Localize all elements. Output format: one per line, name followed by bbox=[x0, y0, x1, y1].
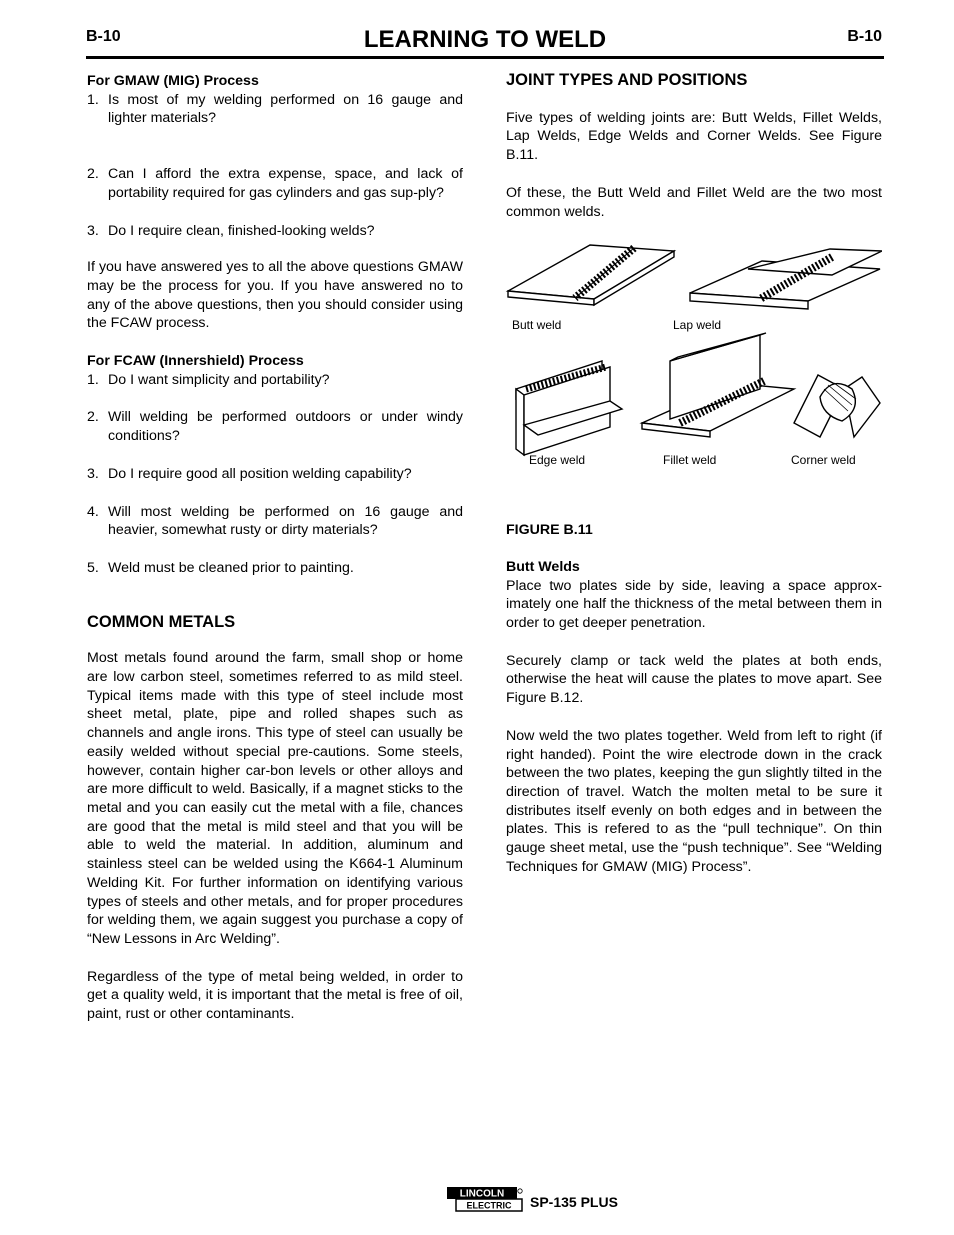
corner-weld-label: Corner weld bbox=[791, 453, 856, 468]
list-item: 3. Do I require clean, finished-looking welds? bbox=[87, 222, 375, 239]
butt-paragraph-3: Now weld the two plates together. Weld from left to right (if right handed). Point the wire electrode down in the crack between the two plates, keeping the gun slightly tilted in the direction of travel. Watch the molten metal to be sure it distributes itself evenly on both edges and in between the plates. This is refered to as the “pull technique”. On thin gauge sheet metal, use the “push technique”. See “Welding Techniques for GMAW (MIG) Process”. bbox=[506, 727, 882, 875]
lap-weld-drawing bbox=[690, 249, 882, 309]
metals-paragraph-2: Regardless of the type of metal being welded, in order to get a quality weld, it is important that the metal is free of oil, paint, rust or other contaminants. bbox=[87, 968, 463, 1023]
page-footer bbox=[446, 1186, 666, 1212]
model-name: SP-135 PLUS bbox=[530, 1194, 618, 1210]
figure-caption: FIGURE B.11 bbox=[506, 522, 593, 539]
page-number-right: B-10 bbox=[847, 28, 882, 45]
edge-weld-label: Edge weld bbox=[529, 453, 586, 468]
gmaw-list bbox=[87, 91, 463, 241]
butt-weld-label: Butt weld bbox=[512, 318, 562, 333]
common-metals-heading: COMMON METALS bbox=[87, 612, 236, 631]
logo-electric-text: ELECTRIC bbox=[466, 1200, 512, 1211]
right-column bbox=[506, 70, 882, 876]
logo-lincoln-text: LINCOLN bbox=[459, 1188, 505, 1200]
list-item: 4. Will most welding be performed on 16 gauge and heavier, somewhat rusty or dirty materials? bbox=[87, 503, 463, 539]
lincoln-electric-logo bbox=[446, 1186, 524, 1212]
left-column bbox=[87, 70, 463, 1024]
metals-paragraph-1: Most metals found around the farm, small shop or home are low carbon steel, sometimes referred to as mild steel. Typical items made with this type of steel include most sheet metal, plate, pipe and rolled shapes such as channels and angle irons. This type of steel can usually be easily welded without special pre-cautions. Some steels, however, contain higher car-bon levels or other alloys and are more difficult to weld. Basically, if a magnet sticks to the metal and you can easily cut the metal with a file, chances are good that the metal is mild steel and that you will be able to weld the material. In addition, aluminum and stainless steel can be welded using the K664-1 Aluminum Welding Kit. For further information on identifying various types of steels and other metals, and for proper procedures for welding them, we again suggest you purchase a copy of “New Lessons in Arc Welding”. bbox=[87, 650, 463, 947]
fillet-weld-drawing bbox=[642, 333, 794, 437]
page-title: LEARNING TO WELD bbox=[363, 26, 607, 53]
joint-paragraph-2: Of these, the Butt Weld and Fillet Weld are the two most common welds. bbox=[506, 184, 882, 220]
fcaw-list bbox=[87, 371, 463, 578]
fillet-weld-label: Fillet weld bbox=[663, 453, 717, 468]
butt-weld-drawing bbox=[508, 245, 674, 305]
list-item: 2. Will welding be performed outdoors or under windy conditions? bbox=[87, 409, 463, 445]
butt-paragraph-2: Securely clamp or tack weld the plates at both ends, otherwise the heat will cause the plates to move apart. See Figure B.12. bbox=[506, 652, 882, 707]
butt-paragraph-1: Place two plates side by side, leaving a space approx-imately one half the thickness of the metal between them in order to get deeper penetration. bbox=[506, 577, 882, 632]
joint-paragraph-1: Five types of welding joints are: Butt Welds, Fillet Welds, Lap Welds, Edge Welds and Corner Welds. See Figure B.11. bbox=[506, 109, 882, 164]
list-item: 5. Weld must be cleaned prior to painting. bbox=[87, 559, 354, 576]
gmaw-paragraph: If you have answered yes to all the above questions GMAW may be the process for you. If you have answered no to any of the above questions, then you should consider using the FCAW process. bbox=[87, 259, 463, 332]
figure-b11 bbox=[502, 239, 882, 489]
list-item: 2. Can I afford the extra expense, space, and lack of portability required for gas cylinders and gas sup-ply? bbox=[87, 166, 463, 201]
gmaw-heading: For GMAW (MIG) Process bbox=[87, 73, 259, 89]
joint-types-heading: JOINT TYPES AND POSITIONS bbox=[506, 71, 748, 89]
list-item: 1. Is most of my welding performed on 16 gauge and lighter materials? bbox=[87, 91, 463, 127]
lap-weld-label: Lap weld bbox=[673, 318, 722, 333]
fcaw-heading: For FCAW (Innershield) Process bbox=[87, 353, 304, 370]
edge-weld-drawing bbox=[516, 361, 622, 455]
corner-weld-drawing bbox=[794, 375, 880, 437]
page-number-left: B-10 bbox=[86, 28, 121, 45]
list-item: 3. Do I require good all position welding capability? bbox=[87, 465, 412, 482]
list-item: 1. Do I want simplicity and portability? bbox=[87, 371, 330, 388]
butt-welds-heading: Butt Welds bbox=[506, 558, 580, 575]
header-rule bbox=[86, 56, 884, 59]
page-header bbox=[86, 22, 884, 58]
